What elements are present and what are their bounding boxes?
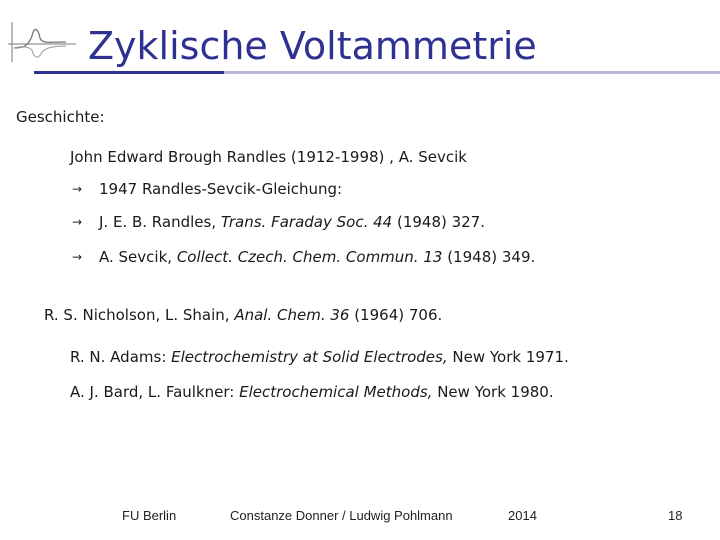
- page-number: 18: [668, 508, 683, 523]
- slide-title: Zyklische Voltammetrie: [88, 24, 537, 68]
- reference-nicholson: R. S. Nicholson, L. Shain, Anal. Chem. 36 (1964) 706.: [44, 306, 443, 324]
- footer-institution: FU Berlin: [122, 508, 177, 523]
- reference-bard: A. J. Bard, L. Faulkner: Electrochemical Methods, New York 1980.: [70, 383, 554, 401]
- title-rule-dark: [34, 71, 224, 74]
- bullet-item: J. E. B. Randles, Trans. Faraday Soc. 44 (1948) 327.: [99, 213, 486, 231]
- footer-year: 2014: [508, 508, 537, 523]
- arrow-bullet-icon: →: [72, 250, 83, 264]
- footer-authors: Constanze Donner / Ludwig Pohlmann: [230, 508, 453, 523]
- voltammogram-logo-icon: [6, 18, 78, 66]
- section-label: Geschichte:: [16, 108, 105, 126]
- arrow-bullet-icon: →: [72, 215, 83, 229]
- title-rule-light: [224, 71, 720, 74]
- arrow-bullet-icon: →: [72, 182, 83, 196]
- authors-line: John Edward Brough Randles (1912-1998) , A. Sevcik: [70, 148, 467, 166]
- bullet-item: 1947 Randles-Sevcik-Gleichung:: [99, 180, 343, 198]
- reference-adams: R. N. Adams: Electrochemistry at Solid Electrodes, New York 1971.: [70, 348, 569, 366]
- bullet-item: A. Sevcik, Collect. Czech. Chem. Commun. 13 (1948) 349.: [99, 248, 536, 266]
